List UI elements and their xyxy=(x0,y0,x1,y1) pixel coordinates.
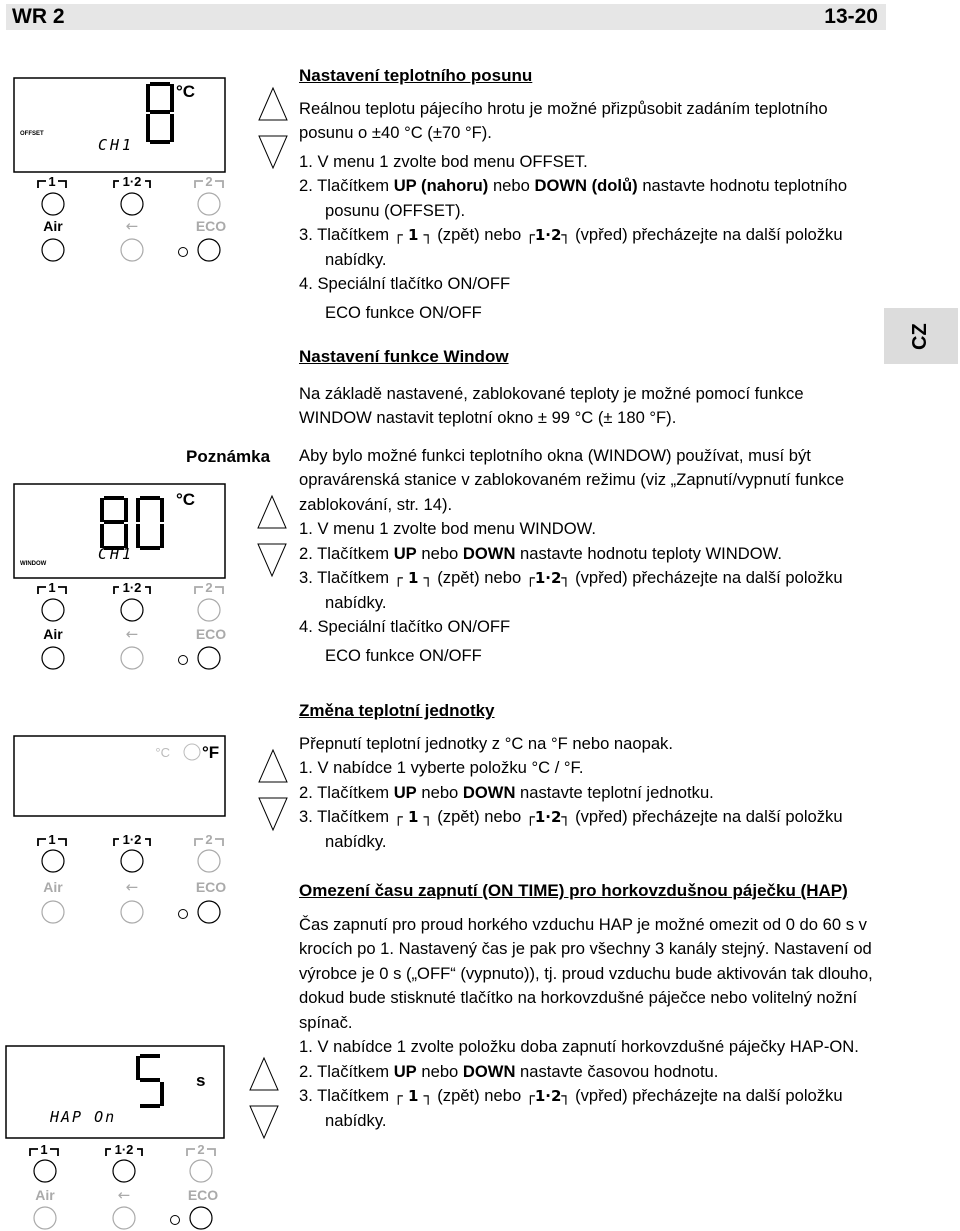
arrow-button[interactable] xyxy=(121,239,143,261)
air-label: Air xyxy=(35,1187,55,1203)
button-bracket-12 xyxy=(114,580,150,595)
eco-led xyxy=(179,248,188,257)
button-1[interactable] xyxy=(34,1160,56,1182)
svg-text:2: 2 xyxy=(197,1142,205,1157)
unit-label: °C xyxy=(176,490,196,509)
button-12[interactable] xyxy=(121,599,143,621)
svg-text:1: 1 xyxy=(48,174,56,189)
step-3: 3. Tlačítkem ┌ 1 ┐ (zpět) nebo ┌1·2┐ (vpřed) přecházejte na další položku nabídky. xyxy=(299,225,843,269)
button-12[interactable] xyxy=(113,1160,135,1182)
air-label: Air xyxy=(43,218,63,234)
unit-alt-label: °C xyxy=(155,745,170,760)
section-title: Omezení času zapnutí (ON TIME) pro horkovzdušnou páječku (HAP) xyxy=(299,881,848,900)
button-bracket-2 xyxy=(195,580,223,595)
button-bracket-1 xyxy=(38,174,66,189)
button-1[interactable] xyxy=(42,599,64,621)
arrow-icon: ← xyxy=(125,878,139,896)
air-button[interactable] xyxy=(42,647,64,669)
eco-button[interactable] xyxy=(190,1207,212,1229)
down-arrow-icon xyxy=(259,798,287,830)
arrow-button[interactable] xyxy=(113,1207,135,1229)
eco-label: ECO xyxy=(195,218,227,234)
note-text: Aby bylo možné funkci teplotního okna (WINDOW) používat, musí být opravárenská stanice v zablokovaném režimu (viz „Zapnutí/vypnutí funkce zablokování, str. 14). xyxy=(299,445,845,514)
button-bracket-2 xyxy=(187,1142,215,1157)
mode-label: WINDOW xyxy=(20,561,47,567)
step-1: 1. V menu 1 zvolte bod menu WINDOW. xyxy=(299,519,596,538)
display-panel-ontime xyxy=(0,1040,290,1231)
arrow-icon: ← xyxy=(125,217,139,235)
eco-button[interactable] xyxy=(198,239,220,261)
svg-text:1: 1 xyxy=(48,580,56,595)
step-2: 2. Tlačítkem UP (nahoru) nebo DOWN (dolů) nastavte hodnotu teplotního posunu (OFFSET). xyxy=(299,176,848,220)
language-tab-label: CZ xyxy=(909,323,931,350)
eco-led xyxy=(171,1216,180,1225)
button-12[interactable] xyxy=(121,193,143,215)
hap-label: HAP On xyxy=(50,1108,117,1126)
arrow-button[interactable] xyxy=(121,901,143,923)
unit-label: °F xyxy=(202,743,220,762)
button-2[interactable] xyxy=(190,1160,212,1182)
svg-text:2: 2 xyxy=(205,580,213,595)
display-panel-window xyxy=(0,476,290,676)
page-header xyxy=(6,4,886,30)
channel-label: CH1 xyxy=(98,545,135,563)
arrow-button[interactable] xyxy=(121,647,143,669)
eco-label: ECO xyxy=(187,1187,219,1203)
seven-segment-digit xyxy=(146,82,174,144)
down-arrow-icon xyxy=(259,136,287,168)
section-intro: Čas zapnutí pro proud horkého vzduchu HAP je možné omezit od 0 do 60 s v krocích po 1. Nastavený čas je pak pro všechny 3 kanály stejný. Nastavení od výrobce je 0 s („OFF“ (vypnuto)), tj. proud vzduchu bude aktivován tak dlouho, dokud bude stisknuté tlačítko na horkovzdušné páječce nebo volitelný nožní spínač. xyxy=(299,914,873,1032)
svg-text:1·2: 1·2 xyxy=(122,832,142,847)
step-2: 2. Tlačítkem UP nebo DOWN nastavte teplotní jednotku. xyxy=(299,782,714,802)
up-arrow-icon xyxy=(259,88,287,120)
button-bracket-2 xyxy=(195,174,223,189)
button-bracket-1 xyxy=(30,1142,58,1157)
air-button[interactable] xyxy=(34,1207,56,1229)
svg-text:1·2: 1·2 xyxy=(122,174,142,189)
section-offset xyxy=(299,64,874,325)
button-2[interactable] xyxy=(198,193,220,215)
mode-label: OFFSET xyxy=(20,131,44,137)
step-4-detail: ECO funkce ON/OFF xyxy=(325,302,482,322)
section-unit xyxy=(299,699,874,854)
unit-label: °C xyxy=(176,82,196,101)
air-label: Air xyxy=(43,626,63,642)
display-panel-unit xyxy=(0,732,290,932)
step-1: 1. V nabídce 1 vyberte položku °C / °F. xyxy=(299,758,584,777)
step-3: 3. Tlačítkem ┌ 1 ┐ (zpět) nebo ┌1·2┐ (vpřed) přecházejte na další položku nabídky. xyxy=(299,568,843,612)
section-intro: Na základě nastavené, zablokované teploty je možné pomocí funkce WINDOW nastavit teplotní okno ± 99 °C (± 180 °F). xyxy=(299,383,804,427)
step-4-detail: ECO funkce ON/OFF xyxy=(325,645,482,665)
button-bracket-1 xyxy=(38,832,66,847)
button-bracket-1 xyxy=(38,580,66,595)
eco-button[interactable] xyxy=(198,647,220,669)
button-12[interactable] xyxy=(121,850,143,872)
svg-text:2: 2 xyxy=(205,832,213,847)
seven-segment-digit xyxy=(136,496,164,550)
svg-text:1: 1 xyxy=(48,832,56,847)
button-bracket-12 xyxy=(114,832,150,847)
display-panel-offset xyxy=(0,70,290,270)
unit-indicator-icon xyxy=(184,744,200,760)
channel-label: CH1 xyxy=(98,136,135,154)
svg-text:1·2: 1·2 xyxy=(114,1142,134,1157)
eco-button[interactable] xyxy=(198,901,220,923)
button-bracket-12 xyxy=(106,1142,142,1157)
air-label: Air xyxy=(43,879,63,895)
step-2: 2. Tlačítkem UP nebo DOWN nastavte časovou hodnotu. xyxy=(299,1061,719,1081)
step-1: 1. V nabídce 1 zvolte položku doba zapnutí horkovzdušné páječky HAP-ON. xyxy=(299,1037,859,1056)
button-bracket-12 xyxy=(114,174,150,189)
section-intro: Reálnou teplotu pájecího hrotu je možné přizpůsobit zadáním teplotního posunu o ±40 °C (±70 °F). xyxy=(299,98,828,142)
step-4: 4. Speciální tlačítko ON/OFF xyxy=(299,617,511,636)
step-2: 2. Tlačítkem UP nebo DOWN nastavte hodnotu teploty WINDOW. xyxy=(299,543,782,563)
button-1[interactable] xyxy=(42,850,64,872)
language-tab xyxy=(884,308,958,364)
section-intro: Přepnutí teplotní jednotky z °C na °F nebo naopak. xyxy=(299,733,673,753)
step-1: 1. V menu 1 zvolte bod menu OFFSET. xyxy=(299,151,588,171)
step-3: 3. Tlačítkem ┌ 1 ┐ (zpět) nebo ┌1·2┐ (vpřed) přecházejte na další položku nabídky. xyxy=(299,1086,843,1130)
eco-label: ECO xyxy=(195,879,227,895)
button-1[interactable] xyxy=(42,193,64,215)
svg-text:1: 1 xyxy=(40,1142,48,1157)
down-arrow-icon xyxy=(250,1106,278,1138)
model-name: WR 2 xyxy=(12,5,65,28)
section-title: Změna teplotní jednotky xyxy=(299,701,495,720)
down-arrow-icon xyxy=(258,544,286,576)
button-2[interactable] xyxy=(198,850,220,872)
eco-led xyxy=(179,910,188,919)
seven-segment-digit xyxy=(100,496,128,550)
svg-text:2: 2 xyxy=(205,174,213,189)
up-arrow-icon xyxy=(259,750,287,782)
svg-text:1·2: 1·2 xyxy=(122,580,142,595)
arrow-icon: ← xyxy=(125,625,139,643)
eco-led xyxy=(179,656,188,665)
section-title: Nastavení funkce Window xyxy=(299,347,509,366)
up-arrow-icon xyxy=(258,496,286,528)
button-2[interactable] xyxy=(198,599,220,621)
seven-segment-digit xyxy=(136,1054,164,1108)
arrow-icon: ← xyxy=(117,1186,131,1204)
unit-label: s xyxy=(196,1071,206,1090)
air-button[interactable] xyxy=(42,239,64,261)
section-ontime xyxy=(299,879,874,1133)
up-arrow-icon xyxy=(250,1058,278,1090)
step-4: 4. Speciální tlačítko ON/OFF xyxy=(299,274,511,293)
section-title: Nastavení teplotního posunu xyxy=(299,66,533,85)
page-number: 13-20 xyxy=(824,5,878,28)
button-bracket-2 xyxy=(195,832,223,847)
section-window xyxy=(299,345,874,668)
step-3: 3. Tlačítkem ┌ 1 ┐ (zpět) nebo ┌1·2┐ (vpřed) přecházejte na další položku nabídky. xyxy=(299,807,843,851)
eco-label: ECO xyxy=(195,626,227,642)
air-button[interactable] xyxy=(42,901,64,923)
note-label: Poznámka xyxy=(186,447,271,466)
